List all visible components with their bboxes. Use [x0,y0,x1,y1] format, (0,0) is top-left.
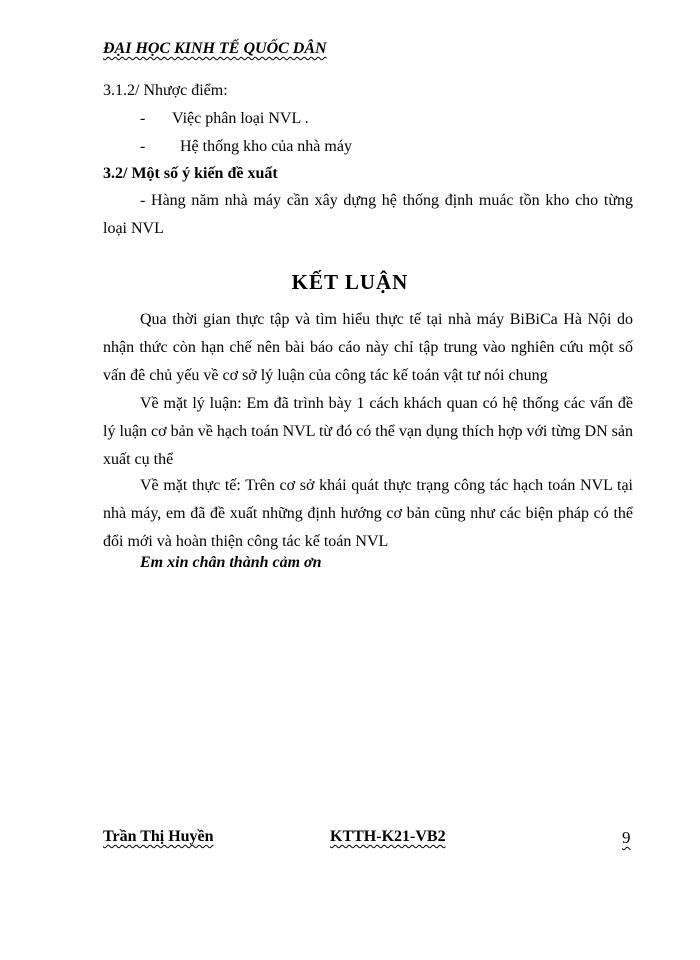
bullet-text: Hệ thống kho của nhà máy [180,138,352,155]
closing-thanks: Em xin chân thành cảm ơn [140,554,322,571]
bullet-dash: - [140,110,146,127]
suggestion-text: - Hàng năm nhà máy cần xây dựng hệ thống định muác tồn kho cho từng loại NVL [103,192,633,237]
paragraph-text: Về mặt thực tế: Trên cơ sở khái quát thực trạng công tác hạch toán NVL tại nhà máy, em đã đề xuất những định hướng cơ bản cũng như các biện pháp có thể đổi mới và hoàn thiện công tác kế toán NVL [103,477,633,550]
conclusion-paragraph [103,472,633,556]
section-312-heading: 3.1.2/ Nhược điểm: [103,82,228,99]
footer-page-number: 9 [622,828,631,847]
paragraph-text: Qua thời gian thực tập và tìm hiểu thực tế tại nhà máy BiBiCa Hà Nội do nhận thức còn hạn chế nên bài báo cáo này chỉ tập trung vào nghiên cứu một số vấn đê chủ yếu về cơ sở lý luận của công tác kế toán vật tư nói chung [103,311,633,384]
bullet-dash: - [140,138,146,155]
footer-class-code: KTTH-K21-VB2 [330,828,446,845]
suggestion-paragraph [103,187,633,243]
section-32-heading: 3.2/ Một số ý kiến đề xuất [103,165,278,182]
page-header-university: ĐẠI HỌC KINH TẾ QUỐC DÂN [103,40,327,57]
bullet-text: Việc phân loại NVL . [172,110,309,127]
footer-author: Trần Thị Huyền [103,828,214,845]
bullet-item [140,106,309,132]
conclusion-paragraph [103,306,633,390]
bullet-item [140,134,352,160]
paragraph-text: Về mặt lý luận: Em đã trình bày 1 cách khách quan có hệ thống các vấn đề lý luận cơ bản về hạch toán NVL từ đó có thể vạn dụng thích hợp với từng DN sản xuất cụ thể [103,395,633,468]
conclusion-paragraph [103,390,633,474]
conclusion-title: KẾT LUẬN [291,270,409,294]
